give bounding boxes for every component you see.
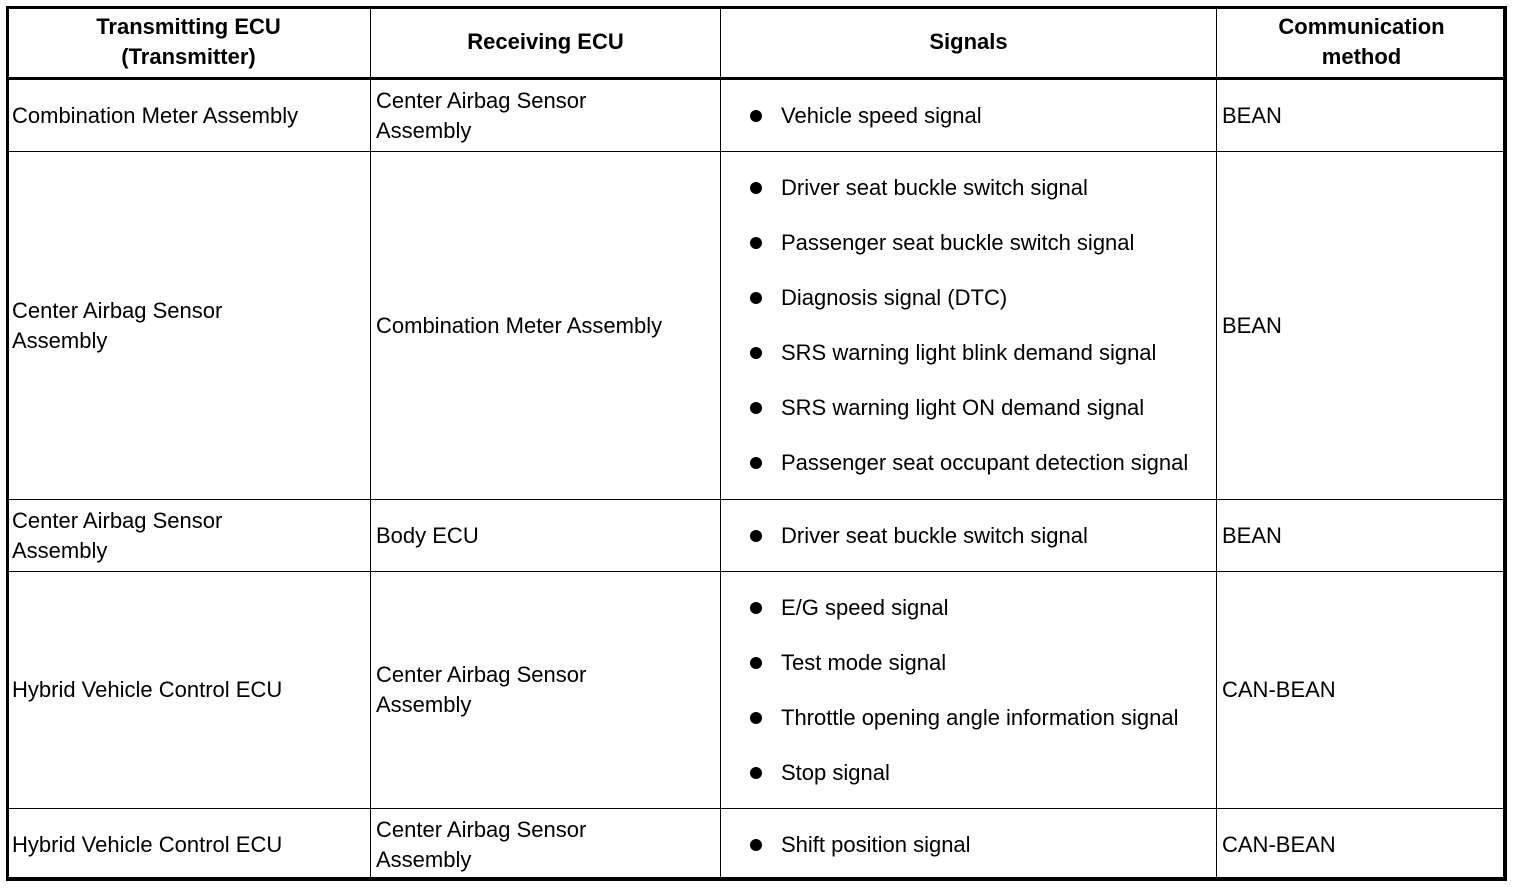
signal-text: Shift position signal — [781, 831, 971, 857]
signal-text: Driver seat buckle switch signal — [781, 175, 1088, 200]
signal-text: Vehicle speed signal — [781, 102, 982, 128]
table-outer-border — [6, 6, 1506, 880]
receiver-line2: Assembly — [376, 117, 472, 143]
method-cell: BEAN — [1217, 500, 1507, 572]
receiver-cell: Body ECU — [371, 500, 721, 572]
transmitter-cell: Hybrid Vehicle Control ECU — [7, 572, 371, 809]
receiver-line1: Center Airbag Sensor — [376, 816, 587, 842]
transmitter-line2: Assembly — [12, 327, 108, 353]
method-cell: CAN-BEAN — [1217, 809, 1507, 881]
header-transmitting-ecu-line1: Transmitting ECU — [96, 14, 281, 39]
receiver-line2: Assembly — [376, 846, 472, 872]
transmitter-line1: Center Airbag Sensor — [12, 507, 223, 533]
receiver-cell: Combination Meter Assembly — [371, 152, 721, 500]
header-communication-method-line1: Communication — [1278, 14, 1445, 39]
signal-text: Test mode signal — [781, 649, 947, 675]
signal-text: Throttle opening angle information signal — [781, 704, 1179, 730]
signal-text: E/G speed signal — [781, 594, 949, 620]
signal-text: SRS warning light ON demand signal — [781, 395, 1145, 420]
receiver-line1: Center Airbag Sensor — [376, 662, 587, 687]
header-communication-method-line2: method — [1321, 44, 1402, 69]
transmitter-line1: Center Airbag Sensor — [12, 297, 223, 323]
transmitter-cell: Hybrid Vehicle Control ECU — [7, 809, 371, 881]
transmitter-cell: Combination Meter Assembly — [7, 79, 371, 152]
receiver-line1: Center Airbag Sensor — [376, 87, 587, 113]
signal-text: Passenger seat occupant detection signal — [781, 450, 1189, 475]
signal-text: Stop signal — [781, 759, 890, 785]
method-cell: BEAN — [1217, 152, 1507, 500]
signal-text: SRS warning light blink demand signal — [781, 340, 1157, 365]
method-cell: BEAN — [1217, 79, 1507, 152]
header-receiving-ecu: Receiving ECU — [371, 7, 721, 79]
header-transmitting-ecu-line2: (Transmitter) — [121, 44, 256, 69]
header-signals: Signals — [721, 7, 1217, 79]
receiver-line2: Assembly — [376, 692, 472, 717]
signal-text: Driver seat buckle switch signal — [781, 522, 1088, 548]
signal-text: Diagnosis signal (DTC) — [781, 285, 1008, 310]
transmitter-line2: Assembly — [12, 537, 108, 563]
signal-text: Passenger seat buckle switch signal — [781, 230, 1135, 255]
method-cell: CAN-BEAN — [1217, 572, 1507, 809]
